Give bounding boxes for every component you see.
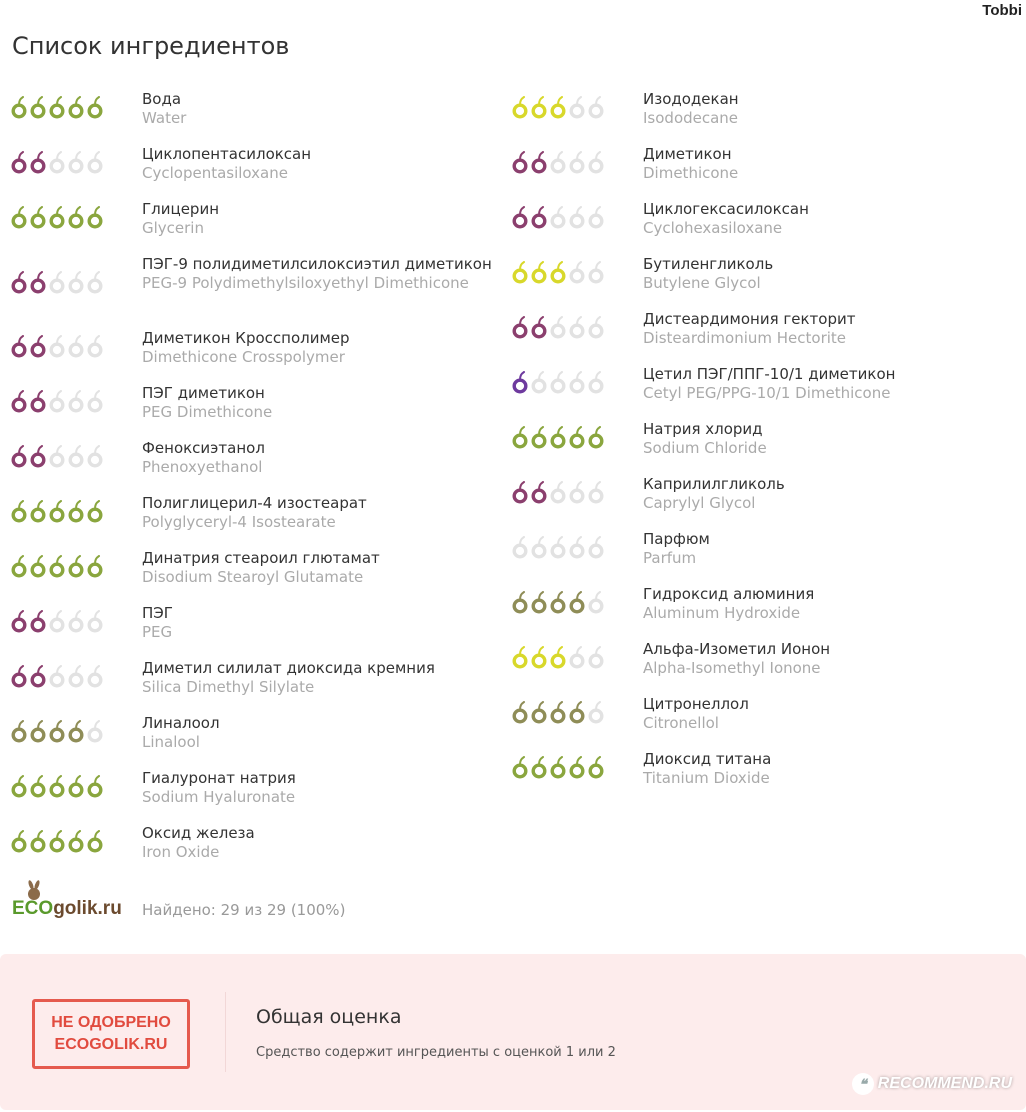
ingredient-name-en: Cetyl PEG/PPG-10/1 Dimethicone [643, 384, 891, 402]
rating-drop-icon [549, 151, 567, 174]
verdict-text: Средство содержит ингредиенты с оценкой 1 или 2 [256, 1045, 616, 1060]
rating-drop-icon [587, 371, 605, 394]
rating-drop-icon [511, 261, 529, 284]
ingredient-name-ru[interactable]: Цитронеллол [643, 695, 749, 713]
found-count: Найдено: 29 из 29 (100%) [142, 901, 346, 919]
rating-drop-icon [48, 665, 66, 688]
ingredient-names [643, 640, 1013, 678]
rating-drop-icon [10, 720, 28, 743]
rating-drop-icon [530, 316, 548, 339]
ingredient-name-en: PEG-9 Polydimethylsiloxyethyl Dimethicone [142, 274, 469, 292]
rating-icons [511, 701, 605, 724]
ingredient-name-en: Sodium Hyaluronate [142, 788, 296, 806]
rating-drop-icon [29, 775, 47, 798]
watermark-text: RECOMMEND.RU [877, 1075, 1012, 1092]
rating-drop-icon [48, 96, 66, 119]
rating-drop-icon [568, 591, 586, 614]
username[interactable]: Tobbi [982, 2, 1022, 19]
rating-drop-icon [530, 96, 548, 119]
ingredient-row[interactable] [511, 310, 1011, 365]
rating-icons [10, 610, 104, 633]
rating-drop-icon [511, 316, 529, 339]
divider [225, 992, 226, 1072]
rating-drop-icon [549, 206, 567, 229]
rating-icons [10, 206, 104, 229]
rating-drop-icon [587, 151, 605, 174]
ingredient-names [643, 530, 1013, 568]
ingredient-name-en: Titanium Dioxide [643, 769, 770, 787]
rating-drop-icon [10, 500, 28, 523]
ingredient-name-ru[interactable]: Диметикон Кроссполимер [142, 329, 350, 347]
rating-drop-icon [67, 555, 85, 578]
ingredient-names [142, 549, 512, 587]
rating-drop-icon [530, 591, 548, 614]
ingredient-names [142, 439, 512, 477]
ingredient-name-ru[interactable]: ПЭГ [142, 604, 173, 622]
rating-drop-icon [29, 665, 47, 688]
rating-icons [10, 445, 104, 468]
rating-drop-icon [549, 756, 567, 779]
rating-icons [511, 371, 605, 394]
ingredient-names [142, 384, 512, 422]
ingredient-names [142, 255, 512, 293]
rating-drop-icon [568, 756, 586, 779]
ingredient-name-ru[interactable]: Циклопентасилоксан [142, 145, 312, 163]
rating-drop-icon [568, 206, 586, 229]
rating-drop-icon [48, 610, 66, 633]
ingredient-row[interactable] [10, 145, 510, 200]
ingredient-name-en: Citronellol [643, 714, 719, 732]
rating-drop-icon [568, 481, 586, 504]
ingredient-names [643, 365, 1013, 403]
not-approved-stamp [32, 999, 190, 1069]
rating-drop-icon [568, 701, 586, 724]
logo-golik-text: golik.ru [53, 898, 122, 919]
rating-drop-icon [10, 151, 28, 174]
ingredient-names [643, 310, 1013, 348]
rating-drop-icon [48, 335, 66, 358]
rating-icons [10, 665, 104, 688]
rating-icons [10, 96, 104, 119]
rating-drop-icon [587, 206, 605, 229]
rating-icons [511, 261, 605, 284]
rating-drop-icon [530, 701, 548, 724]
ingredient-row[interactable] [10, 714, 510, 769]
ingredient-name-ru[interactable]: Натрия хлорид [643, 420, 763, 438]
rating-drop-icon [549, 371, 567, 394]
ingredient-names [142, 714, 512, 752]
ingredient-name-ru[interactable]: Полиглицерил-4 изостеарат [142, 494, 367, 512]
rating-drop-icon [67, 500, 85, 523]
rating-drop-icon [530, 646, 548, 669]
ingredient-names [643, 90, 1013, 128]
ingredient-names [142, 494, 512, 532]
ingredient-names [142, 769, 512, 807]
rating-drop-icon [511, 646, 529, 669]
ingredient-name-en: Cyclopentasiloxane [142, 164, 288, 182]
ingredient-names [142, 145, 512, 183]
rating-icons [10, 271, 104, 294]
ingredient-name-ru[interactable]: Дистеардимония гекторит [643, 310, 856, 328]
ingredient-row[interactable] [10, 384, 510, 439]
rating-drop-icon [587, 756, 605, 779]
ingredient-name-ru[interactable]: ПЭГ диметикон [142, 384, 265, 402]
chat-bubble-icon: ❝ [852, 1073, 874, 1095]
ingredient-row[interactable] [10, 200, 510, 255]
rating-drop-icon [568, 96, 586, 119]
ingredient-name-ru[interactable]: Оксид железа [142, 824, 255, 842]
rating-drop-icon [568, 151, 586, 174]
ingredient-name-en: Alpha-Isomethyl Ionone [643, 659, 821, 677]
ingredient-name-ru[interactable]: ПЭГ-9 полидиметилсилоксиэтил диметикон [142, 255, 492, 273]
rating-icons [511, 481, 605, 504]
rating-drop-icon [48, 500, 66, 523]
ingredient-name-en: PEG [142, 623, 173, 641]
rating-drop-icon [587, 316, 605, 339]
rating-drop-icon [29, 151, 47, 174]
rating-drop-icon [48, 390, 66, 413]
rating-drop-icon [48, 445, 66, 468]
rating-drop-icon [530, 426, 548, 449]
rating-drop-icon [530, 481, 548, 504]
ingredient-row[interactable] [10, 494, 510, 549]
ingredient-names [142, 604, 512, 642]
rating-drop-icon [10, 665, 28, 688]
ingredient-name-en: Water [142, 109, 187, 127]
rating-drop-icon [67, 96, 85, 119]
rating-drop-icon [511, 481, 529, 504]
rating-drop-icon [530, 371, 548, 394]
ingredient-name-ru[interactable]: Диоксид титана [643, 750, 772, 768]
ingredient-name-ru[interactable]: Альфа-Изометил Ионон [643, 640, 831, 658]
rating-drop-icon [530, 536, 548, 559]
ingredient-name-ru[interactable]: Гиалуронат натрия [142, 769, 296, 787]
ingredient-names [643, 585, 1013, 623]
ingredient-names [643, 255, 1013, 293]
page-title: Список ингредиентов [12, 32, 290, 60]
rating-icons [10, 555, 104, 578]
ingredient-name-en: Butylene Glycol [643, 274, 761, 292]
rating-drop-icon [10, 335, 28, 358]
rating-icons [10, 390, 104, 413]
ingredient-row[interactable] [511, 255, 1011, 310]
rating-drop-icon [568, 371, 586, 394]
ingredient-names [142, 90, 512, 128]
ingredient-name-ru[interactable]: Феноксиэтанол [142, 439, 265, 457]
ingredient-name-en: Iron Oxide [142, 843, 220, 861]
rating-icons [10, 151, 104, 174]
rating-drop-icon [10, 445, 28, 468]
ingredient-name-en: PEG Dimethicone [142, 403, 273, 421]
rating-drop-icon [587, 481, 605, 504]
ingredient-names [142, 329, 512, 367]
rating-icons [10, 335, 104, 358]
rating-icons [511, 536, 605, 559]
rating-icons [511, 426, 605, 449]
ingredient-row[interactable] [511, 750, 1011, 805]
rating-drop-icon [587, 536, 605, 559]
rating-drop-icon [67, 830, 85, 853]
rating-icons [10, 720, 104, 743]
rating-drop-icon [10, 206, 28, 229]
ingredient-names [643, 475, 1013, 513]
rating-drop-icon [549, 426, 567, 449]
rating-drop-icon [587, 96, 605, 119]
rating-drop-icon [86, 500, 104, 523]
verdict-title: Общая оценка [256, 1006, 402, 1028]
ingredient-name-en: Silica Dimethyl Silylate [142, 678, 315, 696]
rating-drop-icon [511, 701, 529, 724]
rating-drop-icon [511, 426, 529, 449]
rating-icons [511, 96, 605, 119]
rating-drop-icon [29, 96, 47, 119]
rating-drop-icon [48, 206, 66, 229]
rating-icons [511, 206, 605, 229]
ingredient-row[interactable] [511, 640, 1011, 695]
ingredient-names [142, 824, 512, 862]
ingredient-row[interactable] [10, 659, 510, 714]
ingredient-row[interactable] [511, 420, 1011, 475]
rating-drop-icon [511, 756, 529, 779]
ingredient-name-en: Aluminum Hydroxide [643, 604, 801, 622]
rating-drop-icon [587, 426, 605, 449]
recommend-watermark [852, 1073, 1012, 1095]
rating-drop-icon [10, 555, 28, 578]
rating-drop-icon [549, 591, 567, 614]
rating-drop-icon [48, 775, 66, 798]
rating-drop-icon [86, 96, 104, 119]
rating-drop-icon [511, 591, 529, 614]
rating-drop-icon [568, 261, 586, 284]
rating-icons [511, 151, 605, 174]
ingredient-row[interactable] [10, 439, 510, 494]
ingredient-names [142, 200, 512, 238]
rating-drop-icon [511, 371, 529, 394]
ingredient-name-en: Disodium Stearoyl Glutamate [142, 568, 364, 586]
ingredient-name-ru[interactable]: Линалоол [142, 714, 220, 732]
ingredient-row[interactable] [10, 604, 510, 659]
rating-drop-icon [86, 390, 104, 413]
ingredient-name-en: Linalool [142, 733, 200, 751]
rating-drop-icon [67, 720, 85, 743]
ingredient-names [643, 200, 1013, 238]
ingredient-name-ru[interactable]: Вода [142, 90, 182, 108]
rating-drop-icon [511, 96, 529, 119]
rating-drop-icon [568, 426, 586, 449]
rating-drop-icon [549, 536, 567, 559]
ingredient-name-ru[interactable]: Глицерин [142, 200, 219, 218]
ingredient-name-ru[interactable]: Каприлилгликоль [643, 475, 785, 493]
rating-drop-icon [67, 445, 85, 468]
rating-drop-icon [530, 206, 548, 229]
ingredient-name-ru[interactable]: Диметикон [643, 145, 732, 163]
logo-eco-text: ECO [12, 898, 54, 919]
rating-drop-icon [511, 206, 529, 229]
rating-drop-icon [86, 151, 104, 174]
ingredient-names [142, 659, 512, 697]
rating-drop-icon [86, 720, 104, 743]
ingredient-row[interactable] [10, 824, 510, 879]
rating-drop-icon [29, 720, 47, 743]
rating-drop-icon [86, 775, 104, 798]
ingredient-name-en: Glycerin [142, 219, 204, 237]
rating-drop-icon [67, 335, 85, 358]
ingredient-row[interactable] [10, 255, 510, 329]
rating-drop-icon [29, 555, 47, 578]
ingredient-row[interactable] [511, 145, 1011, 200]
rating-drop-icon [67, 610, 85, 633]
rating-icons [10, 500, 104, 523]
rating-drop-icon [86, 335, 104, 358]
rating-drop-icon [86, 271, 104, 294]
rating-drop-icon [587, 591, 605, 614]
ingredient-name-ru[interactable]: Циклогексасилоксан [643, 200, 809, 218]
ingredient-name-en: Parfum [643, 549, 697, 567]
ingredient-name-en: Isododecane [643, 109, 739, 127]
rating-drop-icon [29, 271, 47, 294]
rating-drop-icon [587, 701, 605, 724]
rating-icons [511, 591, 605, 614]
ingredient-row[interactable] [511, 475, 1011, 530]
rating-drop-icon [67, 271, 85, 294]
rating-drop-icon [67, 206, 85, 229]
rating-drop-icon [48, 830, 66, 853]
rating-drop-icon [29, 830, 47, 853]
rating-icons [511, 646, 605, 669]
ingredient-row[interactable] [511, 695, 1011, 750]
ingredient-name-en: Caprylyl Glycol [643, 494, 756, 512]
rating-drop-icon [29, 445, 47, 468]
rating-drop-icon [86, 555, 104, 578]
ingredient-row[interactable] [10, 549, 510, 604]
rating-drop-icon [48, 271, 66, 294]
rating-drop-icon [86, 445, 104, 468]
stamp-line-1: НЕ ОДОБРЕНО [51, 1014, 171, 1031]
rating-drop-icon [530, 756, 548, 779]
rating-drop-icon [549, 261, 567, 284]
ecogolik-logo[interactable] [12, 880, 124, 924]
rating-drop-icon [86, 830, 104, 853]
ingredient-row[interactable] [511, 585, 1011, 640]
rating-drop-icon [29, 206, 47, 229]
ingredient-row[interactable] [511, 365, 1011, 420]
ingredient-name-en: Polyglyceryl-4 Isostearate [142, 513, 336, 531]
ingredient-name-en: Cyclohexasiloxane [643, 219, 783, 237]
rating-drop-icon [10, 96, 28, 119]
ingredient-names [643, 695, 1013, 733]
rating-drop-icon [29, 335, 47, 358]
ingredient-row[interactable] [10, 90, 510, 145]
stamp-line-2: ECOGOLIK.RU [54, 1036, 168, 1053]
ingredient-name-ru[interactable]: Динатрия стеароил глютамат [142, 549, 380, 567]
ingredient-name-en: Dimethicone [643, 164, 739, 182]
rating-drop-icon [10, 390, 28, 413]
rating-drop-icon [511, 536, 529, 559]
ingredient-name-ru[interactable]: Цетил ПЭГ/ППГ-10/1 диметикон [643, 365, 896, 383]
ingredient-names [643, 750, 1013, 788]
rating-drop-icon [29, 610, 47, 633]
rating-icons [10, 830, 104, 853]
rating-drop-icon [568, 316, 586, 339]
rating-drop-icon [549, 96, 567, 119]
rating-drop-icon [10, 830, 28, 853]
rating-drop-icon [549, 646, 567, 669]
rating-drop-icon [587, 646, 605, 669]
rating-drop-icon [86, 665, 104, 688]
rating-drop-icon [549, 316, 567, 339]
rating-drop-icon [86, 610, 104, 633]
rating-icons [511, 756, 605, 779]
rating-drop-icon [530, 151, 548, 174]
ingredient-name-ru[interactable]: Гидроксид алюминия [643, 585, 815, 603]
ingredient-name-ru[interactable]: Изододекан [643, 90, 739, 108]
ingredient-row[interactable] [511, 530, 1011, 585]
rating-drop-icon [587, 261, 605, 284]
rating-drop-icon [530, 261, 548, 284]
rating-drop-icon [568, 536, 586, 559]
ingredient-names [643, 420, 1013, 458]
rating-drop-icon [10, 271, 28, 294]
ingredient-name-ru[interactable]: Парфюм [643, 530, 710, 548]
ingredient-name-en: Phenoxyethanol [142, 458, 263, 476]
ingredient-name-ru[interactable]: Диметил силилат диоксида кремния [142, 659, 435, 677]
rating-drop-icon [10, 610, 28, 633]
rating-drop-icon [568, 646, 586, 669]
ingredient-row[interactable] [511, 200, 1011, 255]
ingredient-row[interactable] [10, 769, 510, 824]
ingredient-row[interactable] [511, 90, 1011, 145]
rating-drop-icon [549, 481, 567, 504]
rating-drop-icon [86, 206, 104, 229]
ingredient-names [643, 145, 1013, 183]
ingredient-row[interactable] [10, 329, 510, 384]
ingredient-name-en: Disteardimonium Hectorite [643, 329, 847, 347]
rating-drop-icon [48, 151, 66, 174]
rating-drop-icon [67, 151, 85, 174]
rating-drop-icon [29, 390, 47, 413]
rating-drop-icon [67, 390, 85, 413]
rating-drop-icon [67, 665, 85, 688]
rating-drop-icon [29, 500, 47, 523]
rating-drop-icon [67, 775, 85, 798]
ingredient-name-ru[interactable]: Бутиленгликоль [643, 255, 774, 273]
rating-drop-icon [549, 701, 567, 724]
ingredient-name-en: Sodium Chloride [643, 439, 767, 457]
rating-drop-icon [48, 720, 66, 743]
rating-drop-icon [10, 775, 28, 798]
ingredient-name-en: Dimethicone Crosspolymer [142, 348, 345, 366]
rating-icons [511, 316, 605, 339]
rating-drop-icon [511, 151, 529, 174]
rating-icons [10, 775, 104, 798]
rating-drop-icon [48, 555, 66, 578]
